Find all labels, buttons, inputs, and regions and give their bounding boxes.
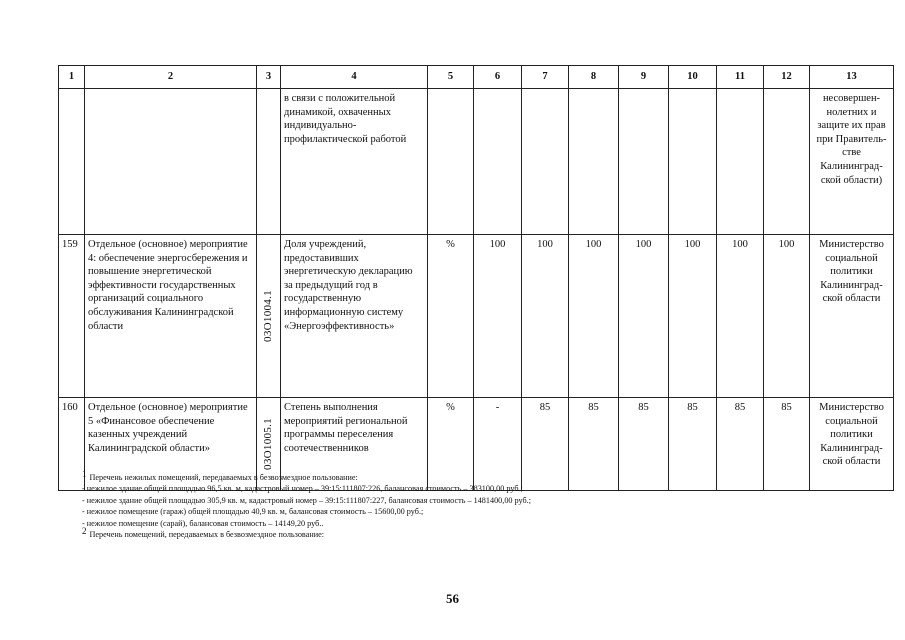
header-cell: 12: [764, 66, 810, 89]
footnote-item: - нежилое помещение (гараж) общей площадью 40,9 кв. м, балансовая стоимость – 15600,00 руб.;: [82, 507, 424, 517]
footnote-item: - нежилое здание общей площадью 305,9 кв. м, кадастровый номер – 39:15:111807:227, балансовая стоимость – 1481400,00 руб.;: [82, 495, 532, 505]
value-cell: 85: [764, 398, 810, 491]
responsible-party: Министерство социальной политики Калининград-ской области: [810, 235, 894, 398]
value-cell: [764, 89, 810, 235]
table-row: [59, 235, 894, 398]
value-cell: 100: [522, 235, 569, 398]
value-cell: 100: [764, 235, 810, 398]
measure-name: [85, 89, 257, 235]
table-row: [59, 89, 894, 235]
footnote-item: - нежилое помещение (сарай), балансовая стоимость – 14149,20 руб..: [82, 518, 324, 528]
unit: %: [428, 235, 474, 398]
footnote-1-text: Перечень нежилых помещений, передаваемых в безвозмездное пользование:: [89, 473, 358, 482]
indicator-text: Доля учреждений, предоставивших энергетическую декларацию за предыдущий год в государственную информационную систему «Энергоэффективность»: [281, 235, 428, 398]
footnote-2-mark: 2: [82, 526, 87, 537]
row-number: 159: [59, 235, 85, 398]
header-cell: 8: [569, 66, 619, 89]
value-cell: 85: [522, 398, 569, 491]
footnote-2-text: Перечень помещений, передаваемых в безвозмездное пользование:: [89, 530, 324, 540]
measure-code-text: 03О1004.1: [261, 290, 274, 342]
header-cell: 10: [669, 66, 717, 89]
responsible-party: Министерство социальной политики Калининград-ской области: [810, 398, 894, 491]
header-cell: 13: [810, 66, 894, 89]
indicator-text: в связи с положительной динамикой, охваченных индивидуально-профилактической работой: [281, 89, 428, 235]
value-cell: -: [474, 398, 522, 491]
unit: [428, 89, 474, 235]
footnote-1-mark: 1: [82, 469, 87, 479]
measure-code-text: 03О1005.1: [261, 418, 274, 470]
header-cell: 5: [428, 66, 474, 89]
value-cell: 100: [669, 235, 717, 398]
responsible-party: несовершен-нолетних и защите их прав при Правитель-стве Калининград-ской области): [810, 89, 894, 235]
value-cell: [474, 89, 522, 235]
footnote-2-title: [82, 526, 842, 540]
header-cell: 7: [522, 66, 569, 89]
value-cell: [522, 89, 569, 235]
value-cell: 100: [569, 235, 619, 398]
footnote-item: - нежилое здание общей площадью 96,5 кв. м, кадастровый номер – 39:15:111807:226, балансовая стоимость – 383100,00 руб.;: [82, 484, 523, 494]
value-cell: [619, 89, 669, 235]
row-number: 160: [59, 398, 85, 491]
unit: %: [428, 398, 474, 491]
value-cell: 85: [669, 398, 717, 491]
header-cell: 9: [619, 66, 669, 89]
page-number: 56: [446, 591, 459, 606]
measure-name: Отдельное (основное) мероприятие 5 «Финансовое обеспечение казенных учреждений Калининградской области»: [85, 398, 257, 491]
measure-code: [257, 235, 281, 398]
value-cell: 100: [619, 235, 669, 398]
value-cell: [569, 89, 619, 235]
header-row: [59, 66, 894, 89]
indicator-text: Степень выполнения мероприятий региональной программы переселения соотечественников: [281, 398, 428, 491]
header-cell: 4: [281, 66, 428, 89]
footnote-1-title: [82, 469, 842, 483]
measure-name: Отдельное (основное) мероприятие 4: обеспечение энергосбережения и повышение энергетической эффективности государственных организаций социального обслуживания Калининградской области: [85, 235, 257, 398]
header-cell: 6: [474, 66, 522, 89]
header-cell: 11: [717, 66, 764, 89]
measure-code: [257, 89, 281, 235]
header-cell: 1: [59, 66, 85, 89]
value-cell: 85: [619, 398, 669, 491]
row-number: [59, 89, 85, 235]
header-cell: 3: [257, 66, 281, 89]
value-cell: 85: [569, 398, 619, 491]
value-cell: 85: [717, 398, 764, 491]
indicators-table: [58, 65, 894, 491]
value-cell: [669, 89, 717, 235]
value-cell: [717, 89, 764, 235]
header-cell: 2: [85, 66, 257, 89]
footnotes: [82, 469, 842, 540]
value-cell: 100: [717, 235, 764, 398]
value-cell: 100: [474, 235, 522, 398]
